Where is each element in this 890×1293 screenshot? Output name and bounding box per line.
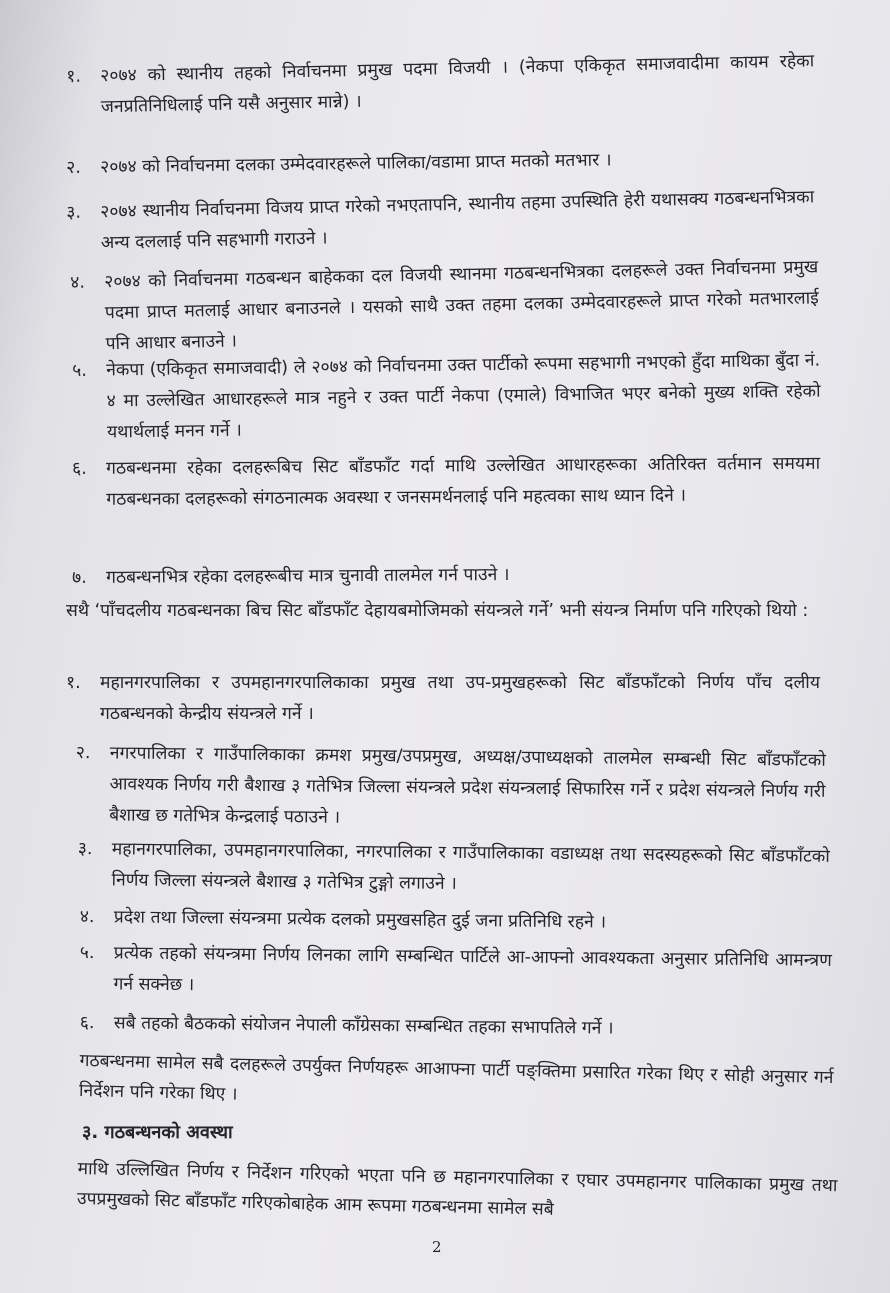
page-number: 2 [432, 1238, 442, 1256]
section-heading: ३. गठबन्धनको अवस्था [82, 1122, 233, 1143]
item-number: ४. [70, 272, 86, 293]
item-text: नगरपालिका र गाउँपालिकाका क्रमश प्रमुख/उपप्रमुख, अध्यक्ष/उपाध्यक्षको तालमेल सम्बन्धी सिट बाँडफाँटको आवश्यक निर्णय गरी बैशाख ३ गतेभित्र जिल्ला संयन्त्रले प्रदेश संयन्त्रलाई सिफारिस गर्ने र प्रदेश संयन्त्रले निर्णय गरी बैशाख छ गतेभित्र केन्द्रलाई पठाउने । [109, 743, 826, 828]
mechanism-intro-paragraph: सथै ‘पाँचदलीय गठबन्धनका बिच सिट बाँडफाँट देहायबमोजिमको संयन्त्रले गर्ने’ भनी संयन्त्र निर्माण पनि गरिएको थियो : [66, 601, 809, 621]
item-text: गठबन्धनमा रहेका दलहरूबिच सिट बाँडफाँट गर्दा माथि उल्लेखित आधारहरूका अतिरिक्त वर्तमान समयमा गठबन्धनका दलहरूको संगठनात्मक अवस्था र जनसमर्थनलाई पनि महत्वका साथ ध्यान दिने । [106, 453, 821, 510]
criteria-item-2 [66, 143, 814, 184]
item-text: प्रत्येक तहको संयन्त्रमा निर्णय लिनका लागि सम्बन्धित पार्टिले आ-आफ्नो आवश्यकता अनुसार प्रतिनिधि आमन्त्रण गर्न सक्नेछ । [113, 943, 832, 996]
item-number: १. [66, 66, 82, 87]
section-paragraph: माथि उल्लिखित निर्णय र निर्देशन गरिएको भएता पनि छ महानगरपालिका र एघार उपमहानगर पालिकाका प्रमुख तथा उपप्रमुखको सिट बाँडफाँट गरिएकोबाहेक आम रूपमा गठबन्धनमा सामेल सबै [76, 1158, 838, 1220]
item-text: नेकपा (एकिकृत समाजवादी) ले २०७४ को निर्वाचनमा उक्त पार्टीको रूपमा सहभागी नभएको हुँदा माथिका बुँदा नं. ४ मा उल्लेखित आधारहरूले मात्र नहुने र उक्त पार्टी नेकपा (एमाले) विभाजित भएर बनेको मुख्य शक्ति रहेको यथार्थलाई मनन गर्ने । [106, 350, 821, 443]
item-number: ६. [72, 458, 87, 479]
item-number: ३. [66, 202, 82, 223]
item-text: २०७४ को निर्वाचनमा गठबन्धन बाहेकका दल विजयी स्थानमा गठबन्धनभित्रका दलहरूले उक्त निर्वाचनमा प्रमुख पदमा प्राप्त मतलाई आधार बनाउनले । यसको साथै उक्त तहमा दलका उम्मेदवारहरूले प्राप्त गरेको मतभारलाई पनि आधार बनाउने । [104, 257, 820, 355]
criteria-item-3 [66, 182, 815, 260]
item-text: गठबन्धनभित्र रहेका दलहरूबीच मात्र चुनावी तालमेल गर्न पाउने । [106, 564, 510, 588]
item-text: महानगरपालिका, उपमहानगरपालिका, नगरपालिका र गाउँपालिकाका वडाध्यक्ष तथा सदस्यहरूको सिट बाँडफाँटको निर्णय जिल्ला संयन्त्रले बैशाख ३ गतेभित्र टुङ्गो लगाउने । [111, 839, 830, 894]
mechanism-item-1 [66, 668, 820, 730]
item-number: ५. [79, 942, 95, 964]
item-number: ६. [79, 1012, 95, 1034]
item-text: सबै तहको बैठकको संयोजन नेपाली काँग्रेसका सम्बन्धित तहका सभापतिले गर्ने । [113, 1013, 614, 1039]
item-number: ४. [79, 906, 95, 928]
item-number: ५. [72, 360, 88, 381]
item-text: महानगरपालिका र उपमहानगरपालिकाका प्रमुख तथा उप-प्रमुखहरूको सिट बाँडफाँटको निर्णय पाँच दलीय गठबन्धनको केन्द्रीय संयन्त्रले गर्ने । [100, 673, 820, 724]
mechanism-item-5 [79, 938, 832, 1008]
criteria-item-1 [66, 46, 815, 124]
item-number: १. [66, 673, 81, 693]
item-text: २०७४ को स्थानीय तहको निर्वाचनमा प्रमुख पदमा विजयी । (नेकपा एकिकृत समाजवादीमा कायम रहेका जनप्रतिनिधिलाई पनि यसै अनुसार मान्ने) । [100, 51, 815, 118]
mechanism-item-2 [75, 738, 826, 839]
mechanism-item-4 [80, 902, 832, 941]
criteria-item-7 [72, 558, 820, 594]
item-number: ७. [72, 567, 87, 588]
item-number: ३. [77, 838, 93, 860]
mechanism-item-6 [80, 1008, 832, 1047]
item-text: २०७४ को निर्वाचनमा दलका उम्मेदवारहरूले पालिका/वडामा प्राप्त मतको मतभार । [100, 150, 612, 178]
item-text: प्रदेश तथा जिल्ला संयन्त्रमा प्रत्येक दलको प्रमुखसहित दुई जना प्रतिनिधि रहने । [113, 907, 607, 933]
item-number: २. [75, 742, 91, 764]
item-text: २०७४ स्थानीय निर्वाचनमा विजय प्राप्त गरेको नभएतापनि, स्थानीय तहमा उपस्थिति हेरी यथासक्य गठबन्धनभित्रका अन्य दललाई पनि सहभागी गराउने । [100, 187, 815, 254]
item-number: २. [66, 157, 82, 178]
criteria-item-6 [72, 449, 820, 516]
mechanism-item-3 [77, 834, 830, 904]
criteria-item-5 [72, 346, 821, 449]
criteria-item-4 [70, 252, 820, 361]
closing-paragraph: गठबन्धनमा सामेल सबै दलहरूले उपर्युक्त निर्णयहरू आआफ्ना पार्टी पङ्क्तिमा प्रसारित गरेका थिए र सोही अनुसार गर्न निर्देशन पनि गरेका थिए । [78, 1050, 834, 1105]
